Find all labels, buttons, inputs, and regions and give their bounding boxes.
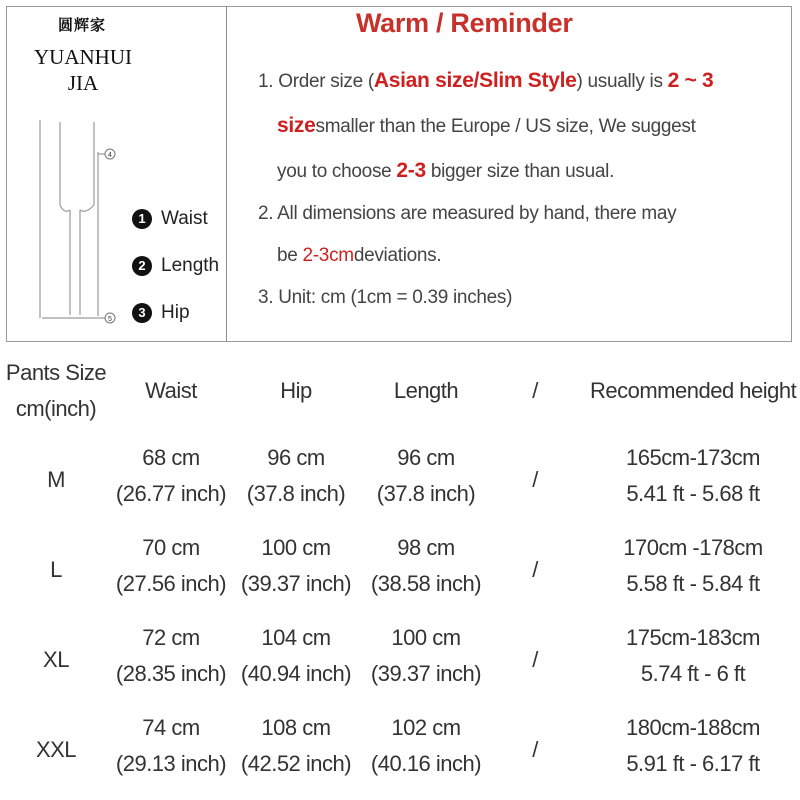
marker-top <box>105 149 115 159</box>
height-ft: 5.91 ft - 6.17 ft <box>626 751 760 776</box>
note-line-4: 2. All dimensions are measured by hand, there may <box>258 203 677 224</box>
row-length <box>368 710 484 782</box>
legend-label-waist: Waist <box>161 207 208 229</box>
note-line-5 <box>258 235 788 277</box>
brand-line1: YUANHUI <box>34 45 132 69</box>
row-waist <box>115 710 227 782</box>
note-highlight: 2-3cm <box>302 245 354 266</box>
row-height <box>590 710 796 782</box>
number-1-icon: 1 <box>132 209 152 229</box>
brand-line2: JIA <box>67 71 99 95</box>
table-header-row <box>0 355 800 440</box>
row-waist <box>115 440 227 512</box>
row-hip <box>238 620 354 692</box>
table-row <box>0 530 800 620</box>
length-inch: (37.8 inch) <box>376 481 476 506</box>
reminder-title: Warm / Reminder <box>356 8 573 38</box>
note-text: bigger size than usual. <box>425 161 615 182</box>
hip-cm: 108 cm <box>261 715 331 740</box>
hip-inch: (40.94 inch) <box>240 661 352 686</box>
number-2-icon: 2 <box>132 256 152 276</box>
waist-cm: 68 cm <box>142 445 200 470</box>
marker-bottom <box>105 313 115 323</box>
row-size: XXL <box>35 737 77 762</box>
row-waist <box>115 620 227 692</box>
panel-divider <box>226 6 227 342</box>
height-ft: 5.58 ft - 5.84 ft <box>626 571 760 596</box>
length-cm: 96 cm <box>397 445 455 470</box>
crotch-curve <box>60 205 70 211</box>
header-size <box>0 355 112 427</box>
row-slash: / <box>532 737 538 762</box>
size-table <box>0 355 800 800</box>
waist-inch: (28.35 inch) <box>115 661 227 686</box>
hip-inch: (37.8 inch) <box>246 481 346 506</box>
row-hip <box>238 710 354 782</box>
height-cm: 170cm -178cm <box>623 535 763 560</box>
note-text: be <box>277 245 303 266</box>
row-size: XL <box>43 647 69 672</box>
table-row <box>0 440 800 530</box>
note-highlight: Asian size/Slim Style <box>373 69 577 92</box>
note-line-2 <box>258 103 788 148</box>
row-height <box>590 530 796 602</box>
note-line-6: 3. Unit: cm (1cm = 0.39 inches) <box>258 287 513 308</box>
waist-cm: 74 cm <box>142 715 200 740</box>
number-3-icon: 3 <box>132 303 152 323</box>
hip-cm: 100 cm <box>261 535 331 560</box>
height-ft: 5.41 ft - 5.68 ft <box>626 481 760 506</box>
note-text: you to choose <box>277 161 397 182</box>
waist-cm: 72 cm <box>142 625 200 650</box>
height-ft: 5.74 ft - 6 ft <box>640 661 746 686</box>
height-cm: 175cm-183cm <box>626 625 760 650</box>
note-text: ) usually is <box>576 71 668 92</box>
hip-cm: 104 cm <box>261 625 331 650</box>
reminder-notes <box>258 58 788 319</box>
hip-inch: (42.52 inch) <box>240 751 352 776</box>
waist-inch: (27.56 inch) <box>115 571 227 596</box>
note-line-3 <box>258 148 788 193</box>
legend-label-hip: Hip <box>161 301 190 323</box>
header-size-line1: Pants Size <box>5 360 107 385</box>
row-hip <box>238 530 354 602</box>
legend-item-hip <box>132 289 219 336</box>
header-waist: Waist <box>145 378 197 403</box>
table-row <box>0 620 800 710</box>
row-length <box>368 620 484 692</box>
length-inch: (40.16 inch) <box>370 751 482 776</box>
length-cm: 100 cm <box>391 625 461 650</box>
waist-inch: (26.77 inch) <box>115 481 227 506</box>
row-hip <box>238 440 354 512</box>
row-height <box>590 620 796 692</box>
note-text: deviations. <box>353 245 442 266</box>
pants-diagram-icon <box>22 110 127 330</box>
note-line-1 <box>258 58 788 103</box>
measurement-legend <box>132 195 219 336</box>
header-length: Length <box>393 378 459 403</box>
legend-item-length <box>132 242 219 289</box>
hip-inch: (39.37 inch) <box>240 571 352 596</box>
note-highlight: size <box>277 114 316 137</box>
row-height <box>590 440 796 512</box>
row-slash: / <box>532 467 538 492</box>
legend-label-length: Length <box>161 254 220 276</box>
row-slash: / <box>532 557 538 582</box>
legend-item-waist <box>132 195 219 242</box>
note-highlight: 2 ~ 3 <box>667 69 714 92</box>
crotch-curve-2 <box>80 205 94 211</box>
row-size: M <box>47 467 65 492</box>
header-hip: Hip <box>280 378 312 403</box>
brand-name <box>28 44 138 96</box>
brand-logo: 圆辉家 <box>58 16 107 34</box>
height-cm: 180cm-188cm <box>626 715 760 740</box>
hip-cm: 96 cm <box>267 445 325 470</box>
note-text: 1. Order size ( <box>258 71 374 92</box>
length-inch: (38.58 inch) <box>370 571 482 596</box>
length-inch: (39.37 inch) <box>370 661 482 686</box>
header-slash: / <box>532 378 538 403</box>
waist-cm: 70 cm <box>142 535 200 560</box>
header-height: Recommended height <box>590 378 797 403</box>
note-highlight: 2-3 <box>396 159 426 182</box>
row-length <box>368 530 484 602</box>
waist-inch: (29.13 inch) <box>115 751 227 776</box>
note-text: smaller than the Europe / US size, We suggest <box>315 116 696 137</box>
marker-bottom-label: 5 <box>108 316 112 323</box>
length-cm: 102 cm <box>391 715 461 740</box>
length-cm: 98 cm <box>397 535 455 560</box>
header-size-line2: cm(inch) <box>15 396 97 421</box>
row-waist <box>115 530 227 602</box>
row-slash: / <box>532 647 538 672</box>
row-size: L <box>50 557 62 582</box>
table-row <box>0 710 800 800</box>
height-cm: 165cm-173cm <box>626 445 760 470</box>
marker-top-label: 4 <box>108 152 112 159</box>
row-length <box>368 440 484 512</box>
